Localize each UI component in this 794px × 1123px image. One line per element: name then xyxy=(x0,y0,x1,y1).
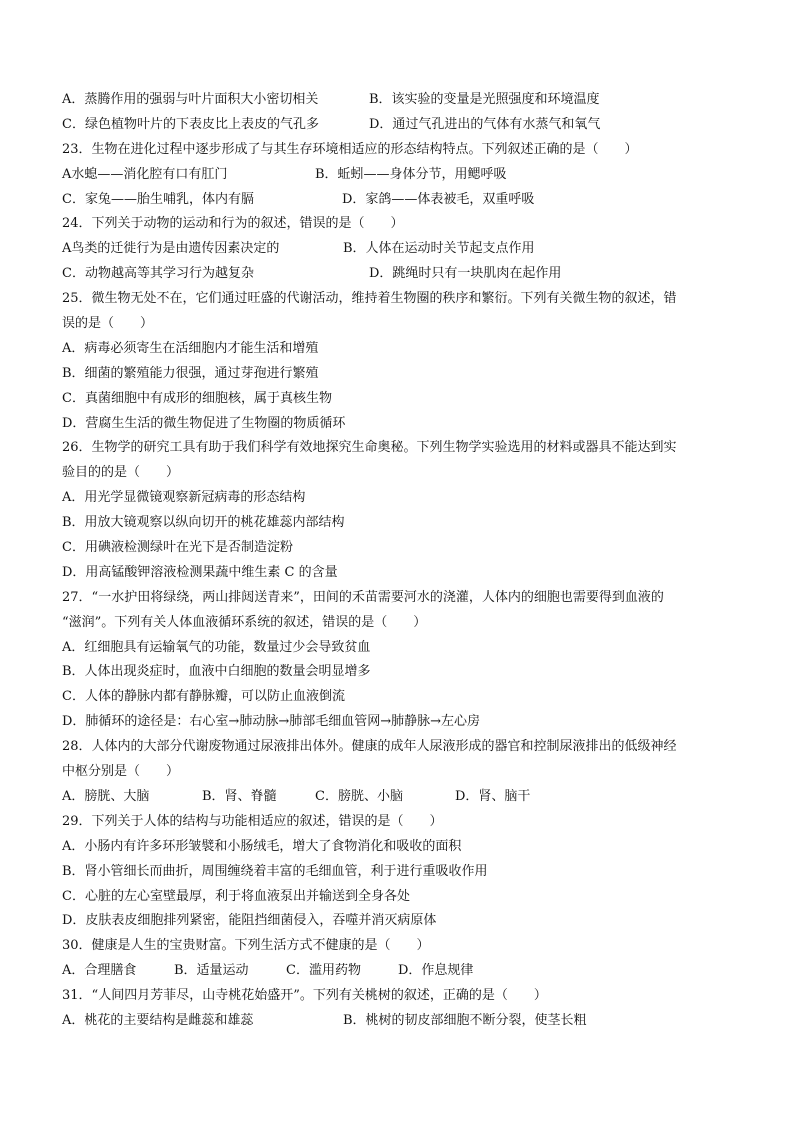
q30-option-a: A．合理膳食 xyxy=(62,963,137,979)
q25-option-b: B．细菌的繁殖能力很强，通过芽孢进行繁殖 xyxy=(62,365,319,381)
q26-stem-line-1: 26．生物学的研究工具有助于我们科学有效地探究生命奥秘。下列生物学实验选用的材料或器具不能达到实 xyxy=(62,440,677,456)
q28-option-b: B．肾、脊髓 xyxy=(202,788,277,804)
q28-option-c: C．膀胱、小脑 xyxy=(315,788,403,804)
q30-options-row xyxy=(62,959,742,984)
q27-stem-line-2: “滋润”。下列有关人体血液循环系统的叙述，错误的是（ ） xyxy=(62,614,427,630)
q29-option-d: D．皮肤表皮细胞排列紧密，能阻挡细菌侵入，吞噬并消灭病原体 xyxy=(62,913,437,929)
q25-stem-line-2: 误的是（ ） xyxy=(62,316,154,332)
q28-stem-line-2: 中枢分别是（ ） xyxy=(62,764,180,780)
q30-option-c: C．滥用药物 xyxy=(286,963,361,979)
q27-option-b: B．人体出现炎症时，血液中白细胞的数量会明显增多 xyxy=(62,664,371,680)
q29-option-b: B．肾小管细长而曲折，周围缠绕着丰富的毛细血管，利于进行重吸收作用 xyxy=(62,863,488,879)
q26-option-a: A．用光学显微镜观察新冠病毒的形态结构 xyxy=(62,490,306,506)
q26-stem-line-2: 验目的的是（ ） xyxy=(62,465,180,481)
q27-stem-line-1: 27．“一水护田将绿绕，两山排闼送青来”，田间的禾苗需要河水的浇灌，人体内的细胞也需要得到血液的 xyxy=(62,589,664,605)
q22-option-c: C．绿色植物叶片的下表皮比上表皮的气孔多 xyxy=(62,116,319,132)
q27-option-c: C．人体的静脉内都有静脉瓣，可以防止血液倒流 xyxy=(62,689,345,705)
q23-stem: 23．生物在进化过程中逐步形成了与其生存环境相适应的形态结构特点。下列叙述正确的是（ ） xyxy=(62,141,638,157)
q24-option-a: A鸟类的迁徙行为是由遗传因素决定的 xyxy=(62,241,280,257)
q25-option-d: D．营腐生生活的微生物促进了生物圈的物质循环 xyxy=(62,415,346,431)
q30-option-d: D．作息规律 xyxy=(398,963,474,979)
q23-option-b: B．蚯蚓——身体分节，用鳃呼吸 xyxy=(315,166,507,182)
q24-option-b: B．人体在运动时关节起支点作用 xyxy=(343,241,535,257)
q26-option-b: B．用放大镜观察以纵向切开的桃花雄蕊内部结构 xyxy=(62,515,345,531)
q23-option-d: D．家鸽——体表被毛，双重呼吸 xyxy=(342,191,535,207)
q30-option-b: B．适量运动 xyxy=(174,963,249,979)
q28-stem-line-1: 28．人体内的大部分代谢废物通过尿液排出体外。健康的成年人尿液形成的器官和控制尿液排出的低级神经 xyxy=(62,739,677,755)
q31-options-row xyxy=(62,1009,742,1034)
q24-option-c: C．动物越高等其学习行为越复杂 xyxy=(62,266,254,282)
q30-stem: 30．健康是人生的宝贵财富。下列生活方式不健康的是（ ） xyxy=(62,938,430,954)
q28-option-d: D．肾、脑干 xyxy=(455,788,531,804)
q31-option-b: B．桃树的韧皮部细胞不断分裂，使茎长粗 xyxy=(343,1012,587,1028)
q22-options-row-1 xyxy=(62,88,742,113)
q24-option-d: D．跳绳时只有一块肌肉在起作用 xyxy=(369,266,562,282)
q22-option-d: D．通过气孔进出的气体有水蒸气和氧气 xyxy=(369,116,601,132)
exam-page xyxy=(62,88,742,1034)
q26-option-c: C．用碘液检测绿叶在光下是否制造淀粉 xyxy=(62,540,293,556)
q29-stem: 29．下列关于人体的结构与功能相适应的叙述，错误的是（ ） xyxy=(62,813,443,829)
q25-option-a: A．病毒必须寄生在活细胞内才能生活和增殖 xyxy=(62,340,319,356)
q23-option-c: C．家兔——胎生哺乳，体内有膈 xyxy=(62,191,254,207)
q28-options-row xyxy=(62,785,742,810)
q23-option-a: A水螅——消化腔有口有肛门 xyxy=(62,166,228,182)
q22-options-row-2 xyxy=(62,113,742,138)
q23-options-row-1 xyxy=(62,163,742,188)
q29-option-c: C．心脏的左心室壁最厚，利于将血液泵出并输送到全身各处 xyxy=(62,888,410,904)
q25-stem-line-1: 25．微生物无处不在，它们通过旺盛的代谢活动，维持着生物圈的秩序和繁衍。下列有关微生物的叙述，错 xyxy=(62,291,677,307)
q26-option-d: D．用高锰酸钾溶液检测果蔬中维生素 C 的含量 xyxy=(62,564,338,580)
q24-options-row-1 xyxy=(62,237,742,262)
q31-option-a: A．桃花的主要结构是雌蕊和雄蕊 xyxy=(62,1012,254,1028)
q29-option-a: A．小肠内有许多环形皱襞和小肠绒毛，增大了食物消化和吸收的面积 xyxy=(62,838,462,854)
q24-stem: 24．下列关于动物的运动和行为的叙述，错误的是（ ） xyxy=(62,216,404,232)
q27-option-a: A．红细胞具有运输氧气的功能，数量过少会导致贫血 xyxy=(62,639,371,655)
q28-option-a: A．膀胱、大脑 xyxy=(62,788,150,804)
q22-option-a: A．蒸腾作用的强弱与叶片面积大小密切相关 xyxy=(62,92,319,107)
q31-stem: 31．“人间四月芳菲尽，山寺桃花始盛开”。下列有关桃树的叙述，正确的是（ ） xyxy=(62,988,547,1004)
q25-option-c: C．真菌细胞中有成形的细胞核，属于真核生物 xyxy=(62,390,332,406)
q27-option-d: D．肺循环的途径是：右心室→肺动脉→肺部毛细血管网→肺静脉→左心房 xyxy=(62,714,480,730)
q22-option-b: B．该实验的变量是光照强度和环境温度 xyxy=(369,92,600,107)
q23-options-row-2 xyxy=(62,188,742,213)
q24-options-row-2 xyxy=(62,262,742,287)
